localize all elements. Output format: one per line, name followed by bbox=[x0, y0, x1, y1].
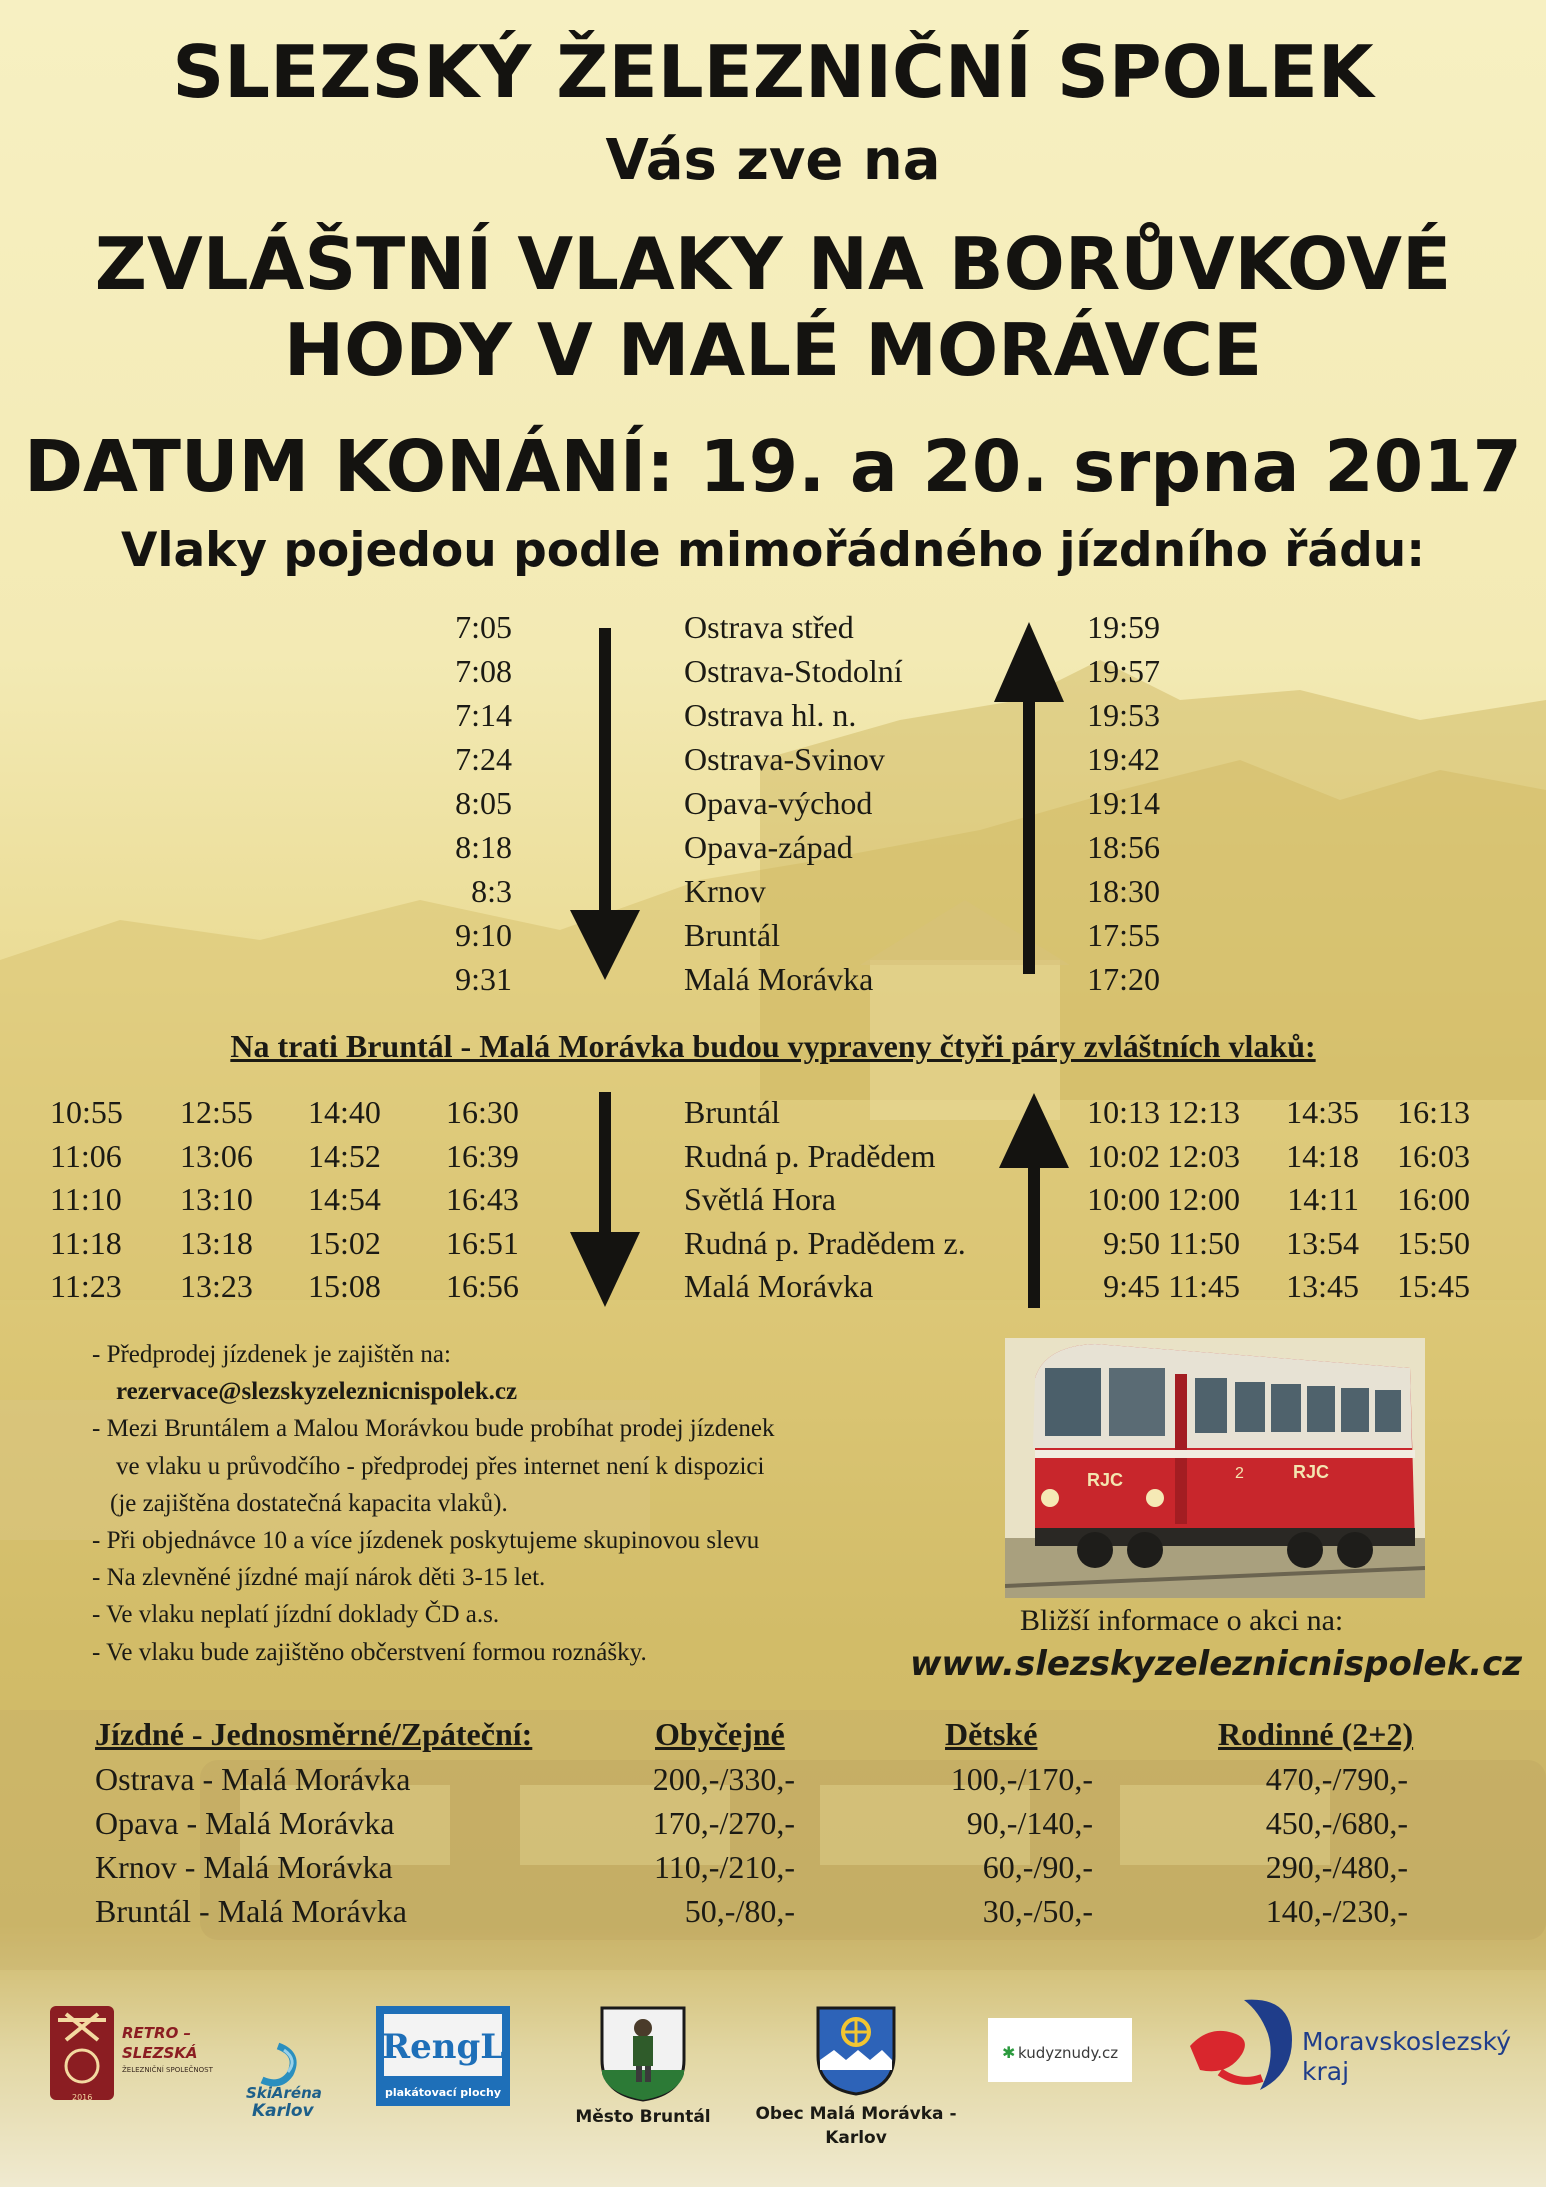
retro-logo-text-1: RETRO – bbox=[122, 2024, 192, 2042]
fare-price: 30,-/50,- bbox=[982, 1893, 1093, 1929]
note-item: - Ve vlaku neplatí jízdní doklady ČD a.s. bbox=[92, 1601, 500, 1629]
station-name: Opava-západ bbox=[684, 829, 853, 865]
station-name: Bruntál bbox=[684, 917, 780, 953]
event-title-line2: HODY V MALÉ MORÁVCE bbox=[283, 308, 1263, 392]
fare-price: 470,-/790,- bbox=[1265, 1761, 1408, 1797]
event-date: DATUM KONÁNÍ: 19. a 20. srpna 2017 bbox=[24, 425, 1522, 508]
fare-header: Obyčejné bbox=[655, 1716, 785, 1752]
special-station-name: Rudná p. Pradědem z. bbox=[684, 1224, 966, 1261]
fare-header: Dětské bbox=[945, 1716, 1038, 1752]
mala-moravka-caption-line1: Obec Malá Morávka - bbox=[755, 2104, 957, 2124]
special-trains-heading-text: Na trati Bruntál - Malá Morávka budou vypraveny čtyři páry zvláštních vlaků: bbox=[230, 1028, 1316, 1064]
fare-route: Opava - Malá Morávka bbox=[95, 1805, 395, 1841]
special-up-time: 12:00 bbox=[1167, 1181, 1240, 1217]
msk-text-1: Moravskoslezský bbox=[1302, 2027, 1512, 2056]
special-up-time: 11:50 bbox=[1168, 1224, 1240, 1261]
departure-time: 8:05 bbox=[455, 785, 512, 821]
departure-time: 7:08 bbox=[455, 653, 512, 689]
down-arrow-icon bbox=[570, 628, 640, 980]
train-photo bbox=[1005, 1338, 1425, 1598]
special-up-time: 16:00 bbox=[1397, 1181, 1470, 1217]
skiarena-text-2: Karlov bbox=[252, 2101, 314, 2120]
special-down-time: 14:54 bbox=[308, 1181, 381, 1217]
kudyznudy-logo bbox=[988, 2018, 1132, 2082]
note-item: ve vlaku u průvodčího - předprodej přes internet není k dispozici bbox=[116, 1452, 765, 1480]
up-arrow-icon bbox=[994, 622, 1064, 974]
fare-price: 140,-/230,- bbox=[1265, 1893, 1408, 1929]
invite-line: Vás zve na bbox=[605, 128, 941, 193]
info-url[interactable]: www.slezskyzeleznicnispolek.cz bbox=[910, 1644, 1523, 1684]
event-title-line1: ZVLÁŠTNÍ VLAKY NA BORŮVKOVÉ bbox=[94, 222, 1452, 306]
return-time: 19:53 bbox=[1087, 697, 1160, 733]
special-trains-heading bbox=[0, 1030, 1546, 1062]
station-name: Ostrava hl. n. bbox=[684, 697, 857, 733]
special-down-time: 16:39 bbox=[446, 1137, 519, 1174]
special-up-time: 10:13 bbox=[1087, 1094, 1160, 1130]
special-down-time: 16:51 bbox=[446, 1224, 519, 1261]
station-name: Malá Morávka bbox=[684, 961, 874, 997]
schedule-intro: Vlaky pojedou podle mimořádného jízdního řádu: bbox=[120, 523, 1426, 578]
fare-route: Ostrava - Malá Morávka bbox=[95, 1761, 411, 1797]
departure-time: 9:10 bbox=[455, 917, 512, 953]
return-time: 19:14 bbox=[1087, 785, 1160, 821]
special-up-time: 10:00 bbox=[1087, 1181, 1160, 1217]
mala-moravka-caption-line2: Karlov bbox=[825, 2128, 887, 2148]
skiarena-karlov-logo bbox=[238, 2040, 324, 2120]
fare-price: 60,-/90,- bbox=[982, 1849, 1093, 1885]
special-up-time: 14:11 bbox=[1287, 1181, 1359, 1217]
fare-route: Bruntál - Malá Morávka bbox=[95, 1893, 407, 1929]
note-item: - Na zlevněné jízdné mají nárok děti 3-15 let. bbox=[92, 1564, 546, 1592]
rengl-name: RengL bbox=[381, 2027, 505, 2067]
fare-price: 450,-/680,- bbox=[1265, 1805, 1408, 1841]
down-arrow-icon bbox=[570, 1092, 640, 1307]
skiarena-text-1: SkiAréna bbox=[246, 2084, 322, 2102]
train-marking-side: RJC bbox=[1293, 1462, 1330, 1482]
special-down-time: 15:08 bbox=[308, 1268, 381, 1304]
special-down-time: 14:40 bbox=[308, 1094, 381, 1130]
retro-logo-sub: ŽELEZNIČNÍ SPOLEČNOST bbox=[122, 2066, 213, 2074]
org-name: SLEZSKÝ ŽELEZNIČNÍ SPOLEK bbox=[172, 30, 1374, 114]
special-up-time: 16:13 bbox=[1397, 1094, 1470, 1130]
special-down-time: 16:56 bbox=[446, 1268, 519, 1304]
retro-logo-year: 2016 bbox=[72, 2093, 93, 2102]
special-station-name: Rudná p. Pradědem bbox=[684, 1137, 936, 1174]
station-name: Ostrava-Svinov bbox=[684, 741, 885, 777]
special-down-time: 13:10 bbox=[180, 1181, 253, 1217]
fare-route: Krnov - Malá Morávka bbox=[95, 1849, 393, 1885]
fare-price: 90,-/140,- bbox=[966, 1805, 1093, 1841]
departure-time: 7:24 bbox=[455, 741, 512, 777]
special-down-time: 16:43 bbox=[446, 1181, 519, 1217]
special-down-time: 13:23 bbox=[180, 1268, 253, 1304]
special-up-time: 11:45 bbox=[1168, 1268, 1240, 1304]
station-name: Opava-východ bbox=[684, 785, 873, 821]
special-station-name: Bruntál bbox=[684, 1094, 780, 1130]
moravskoslezsky-kraj-logo bbox=[1180, 1990, 1520, 2108]
note-item: - Mezi Bruntálem a Malou Morávkou bude probíhat prodej jízdenek bbox=[92, 1415, 775, 1443]
special-up-time: 9:50 bbox=[1103, 1224, 1160, 1261]
station-name: Ostrava střed bbox=[684, 609, 854, 645]
departure-time: 8:3 bbox=[471, 873, 512, 909]
svg-text:✱: ✱ bbox=[1002, 2043, 1016, 2062]
return-time: 19:59 bbox=[1087, 609, 1160, 645]
reservation-email[interactable]: rezervace@slezskyzeleznicnispolek.cz bbox=[116, 1378, 518, 1406]
special-down-time: 11:06 bbox=[50, 1137, 122, 1174]
kudyznudy-text: kudyznudy.cz bbox=[1018, 2044, 1119, 2062]
fare-price: 200,-/330,- bbox=[652, 1761, 795, 1797]
special-down-time: 12:55 bbox=[180, 1094, 253, 1130]
special-station-name: Malá Morávka bbox=[684, 1268, 874, 1304]
return-time: 17:55 bbox=[1087, 917, 1160, 953]
departure-time: 7:05 bbox=[455, 609, 512, 645]
special-down-time: 15:02 bbox=[308, 1224, 381, 1261]
return-time: 18:30 bbox=[1087, 873, 1160, 909]
special-station-name: Světlá Hora bbox=[684, 1181, 836, 1217]
special-up-time: 9:45 bbox=[1103, 1268, 1160, 1304]
special-down-time: 10:55 bbox=[50, 1094, 123, 1130]
mala-moravka-coat-of-arms-icon bbox=[814, 2004, 898, 2096]
info-label: Bližší informace o akci na: bbox=[1020, 1604, 1344, 1637]
departure-time: 7:14 bbox=[455, 697, 512, 733]
fare-price: 170,-/270,- bbox=[652, 1805, 795, 1841]
fare-price: 100,-/170,- bbox=[950, 1761, 1093, 1797]
bruntal-caption: Město Bruntál bbox=[575, 2107, 711, 2127]
return-time: 17:20 bbox=[1087, 961, 1160, 997]
rengl-logo bbox=[376, 2006, 510, 2106]
special-up-time: 12:13 bbox=[1167, 1094, 1240, 1130]
special-up-time: 15:45 bbox=[1397, 1268, 1470, 1304]
special-down-time: 13:18 bbox=[180, 1224, 253, 1261]
msk-text-2: kraj bbox=[1302, 2057, 1350, 2086]
special-up-time: 16:03 bbox=[1397, 1137, 1470, 1174]
note-item: - Ve vlaku bude zajištěno občerstvení formou roznášky. bbox=[92, 1638, 647, 1666]
special-up-time: 15:50 bbox=[1397, 1224, 1470, 1261]
station-name: Ostrava-Stodolní bbox=[684, 653, 903, 689]
up-arrow-icon bbox=[999, 1093, 1069, 1308]
note-item: - Předprodej jízdenek je zajištěn na: bbox=[92, 1341, 451, 1368]
train-marking-front: RJC bbox=[1087, 1470, 1124, 1490]
special-down-time: 11:23 bbox=[50, 1268, 122, 1304]
special-up-time: 12:03 bbox=[1167, 1137, 1240, 1174]
special-down-time: 16:30 bbox=[446, 1094, 519, 1130]
train-marking-number: 2 bbox=[1235, 1465, 1244, 1482]
retro-slezska-logo bbox=[44, 2004, 234, 2104]
station-name: Krnov bbox=[684, 873, 766, 909]
bruntal-coat-of-arms-icon bbox=[598, 2004, 688, 2102]
departure-time: 9:31 bbox=[455, 961, 512, 997]
return-time: 19:57 bbox=[1087, 653, 1160, 689]
return-time: 19:42 bbox=[1087, 741, 1160, 777]
special-up-time: 14:35 bbox=[1286, 1094, 1359, 1130]
fare-price: 50,-/80,- bbox=[684, 1893, 795, 1929]
note-item: - Při objednávce 10 a více jízdenek poskytujeme skupinovou slevu bbox=[92, 1527, 760, 1555]
fare-header: Jízdné - Jednosměrné/Zpáteční: bbox=[95, 1716, 533, 1752]
fare-header: Rodinné (2+2) bbox=[1218, 1716, 1414, 1752]
special-down-time: 13:06 bbox=[180, 1137, 253, 1174]
retro-logo-text-2: SLEZSKÁ bbox=[122, 2044, 198, 2062]
rengl-sub: plakátovací plochy bbox=[384, 2086, 502, 2099]
fare-price: 290,-/480,- bbox=[1265, 1849, 1408, 1885]
notes-list bbox=[92, 1336, 774, 1671]
fare-price: 110,-/210,- bbox=[653, 1849, 795, 1885]
note-item: (je zajištěna dostatečná kapacita vlaků). bbox=[110, 1489, 508, 1517]
special-up-time: 13:45 bbox=[1286, 1268, 1359, 1304]
special-up-time: 14:18 bbox=[1286, 1137, 1359, 1174]
departure-time: 8:18 bbox=[455, 829, 512, 865]
special-down-time: 14:52 bbox=[308, 1137, 381, 1174]
special-down-time: 11:10 bbox=[50, 1181, 122, 1217]
return-time: 18:56 bbox=[1087, 829, 1160, 865]
special-down-time: 11:18 bbox=[50, 1224, 122, 1261]
mala-moravka-caption bbox=[740, 2102, 972, 2150]
special-up-time: 13:54 bbox=[1286, 1224, 1359, 1261]
special-up-time: 10:02 bbox=[1087, 1137, 1160, 1174]
